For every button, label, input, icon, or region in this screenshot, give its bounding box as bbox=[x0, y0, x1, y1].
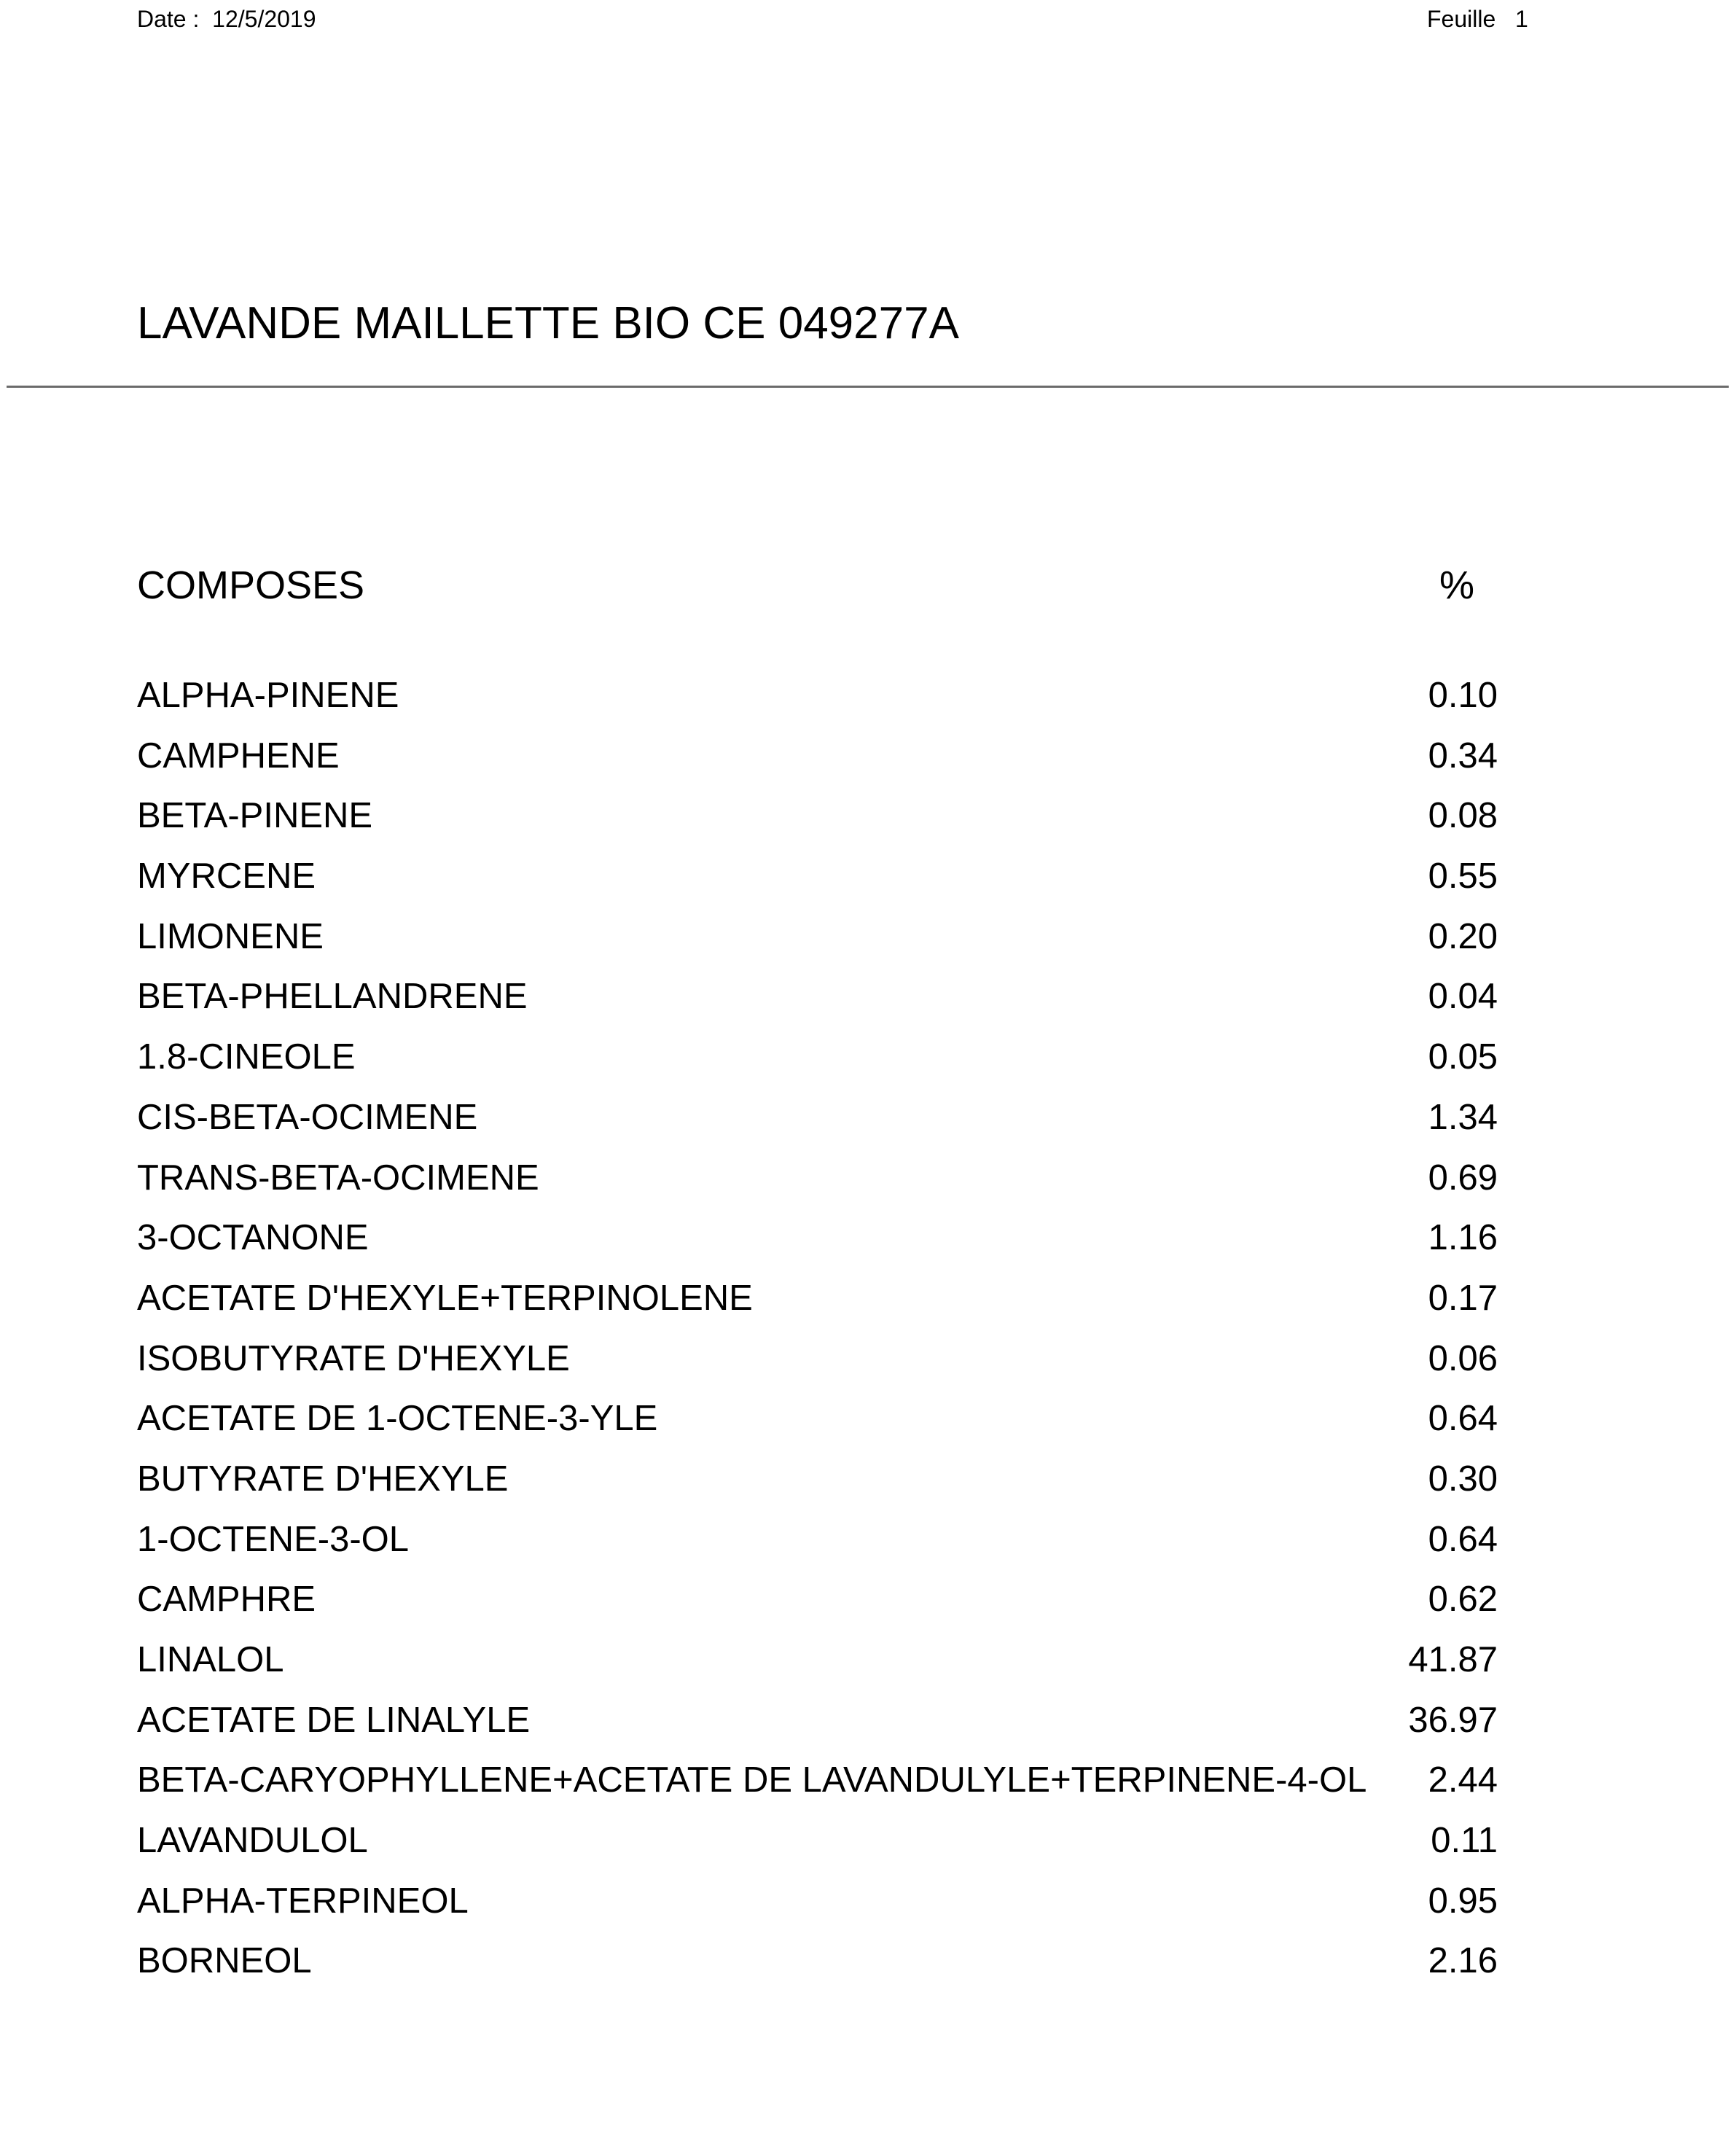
compound-name: MYRCENE bbox=[137, 856, 316, 897]
compound-name: BETA-PHELLANDRENE bbox=[137, 977, 528, 1017]
column-header-percent: % bbox=[1439, 563, 1475, 607]
compound-name: 3-OCTANONE bbox=[137, 1218, 369, 1258]
compound-name: CAMPHENE bbox=[137, 735, 340, 776]
compound-percent: 0.95 bbox=[1428, 1881, 1498, 1921]
document-title: LAVANDE MAILLETTE BIO CE 049277A bbox=[137, 298, 959, 348]
table-row bbox=[137, 1579, 1498, 1639]
sheet-value: 1 bbox=[1514, 6, 1528, 32]
compound-name: BETA-PINENE bbox=[137, 796, 373, 836]
compound-percent: 0.10 bbox=[1428, 676, 1498, 715]
compound-percent: 0.64 bbox=[1428, 1519, 1498, 1559]
compound-name: BORNEOL bbox=[137, 1941, 312, 1981]
compound-name: BETA-CARYOPHYLLENE+ACETATE DE LAVANDULYLE+TERPINENE-4-OL bbox=[137, 1760, 1367, 1800]
table-row bbox=[137, 1940, 1498, 2001]
compound-percent: 0.64 bbox=[1428, 1399, 1498, 1439]
compound-percent: 0.55 bbox=[1428, 856, 1498, 897]
print-date bbox=[137, 6, 316, 33]
compound-percent: 1.34 bbox=[1428, 1097, 1498, 1137]
compound-name: ACETATE D'HEXYLE+TERPINOLENE bbox=[137, 1278, 753, 1318]
sheet-number bbox=[1427, 6, 1528, 33]
table-row bbox=[137, 1158, 1498, 1218]
compound-percent: 0.34 bbox=[1428, 735, 1498, 776]
table-row bbox=[137, 1700, 1498, 1760]
table-row bbox=[137, 976, 1498, 1037]
compound-percent: 36.97 bbox=[1408, 1700, 1498, 1740]
compound-name: LINALOL bbox=[137, 1640, 284, 1679]
table-row bbox=[137, 856, 1498, 916]
compound-percent: 0.11 bbox=[1431, 1821, 1498, 1861]
compound-name: LIMONENE bbox=[137, 916, 324, 956]
compound-name: 1.8-CINEOLE bbox=[137, 1037, 356, 1077]
compound-name: ALPHA-TERPINEOL bbox=[137, 1881, 469, 1921]
date-value: 12/5/2019 bbox=[212, 6, 316, 32]
date-label: Date : bbox=[137, 6, 200, 32]
table-row bbox=[137, 916, 1498, 977]
compound-percent: 2.16 bbox=[1428, 1941, 1498, 1981]
table-row bbox=[137, 795, 1498, 856]
compound-percent: 0.20 bbox=[1428, 916, 1498, 956]
compound-name: BUTYRATE D'HEXYLE bbox=[137, 1459, 509, 1499]
compound-name: ALPHA-PINENE bbox=[137, 676, 399, 715]
divider bbox=[7, 386, 1729, 388]
compound-percent: 0.30 bbox=[1428, 1459, 1498, 1499]
compound-name: LAVANDULOL bbox=[137, 1821, 368, 1861]
compound-percent: 0.08 bbox=[1428, 796, 1498, 836]
compound-percent: 1.16 bbox=[1428, 1218, 1498, 1258]
table-row bbox=[137, 1459, 1498, 1519]
table-row bbox=[137, 1217, 1498, 1278]
compound-percent: 0.69 bbox=[1428, 1158, 1498, 1198]
table-row bbox=[137, 675, 1498, 735]
compound-name: ISOBUTYRATE D'HEXYLE bbox=[137, 1338, 570, 1378]
compound-name: TRANS-BETA-OCIMENE bbox=[137, 1158, 539, 1198]
table-row bbox=[137, 1881, 1498, 1941]
column-header-compounds: COMPOSES bbox=[137, 563, 365, 607]
composition-table bbox=[137, 675, 1498, 2001]
compound-percent: 0.17 bbox=[1428, 1278, 1498, 1318]
table-row bbox=[137, 1097, 1498, 1158]
table-row bbox=[137, 1398, 1498, 1459]
compound-name: CIS-BETA-OCIMENE bbox=[137, 1097, 478, 1137]
compound-percent: 0.05 bbox=[1428, 1037, 1498, 1077]
compound-name: ACETATE DE 1-OCTENE-3-YLE bbox=[137, 1399, 658, 1439]
table-row bbox=[137, 1338, 1498, 1399]
compound-percent: 0.04 bbox=[1428, 977, 1498, 1017]
table-header bbox=[137, 563, 1475, 608]
table-row bbox=[137, 1519, 1498, 1580]
compound-percent: 2.44 bbox=[1428, 1760, 1498, 1800]
compound-name: CAMPHRE bbox=[137, 1580, 316, 1620]
table-row bbox=[137, 1037, 1498, 1097]
sheet-label: Feuille bbox=[1427, 6, 1496, 32]
compound-percent: 0.62 bbox=[1428, 1580, 1498, 1620]
table-row bbox=[137, 1820, 1498, 1881]
table-row bbox=[137, 1278, 1498, 1338]
compound-percent: 0.06 bbox=[1428, 1338, 1498, 1378]
compound-percent: 41.87 bbox=[1408, 1640, 1498, 1679]
compound-name: 1-OCTENE-3-OL bbox=[137, 1519, 410, 1559]
table-row bbox=[137, 735, 1498, 796]
table-row bbox=[137, 1639, 1498, 1700]
compound-name: ACETATE DE LINALYLE bbox=[137, 1700, 531, 1740]
table-row bbox=[137, 1760, 1498, 1820]
